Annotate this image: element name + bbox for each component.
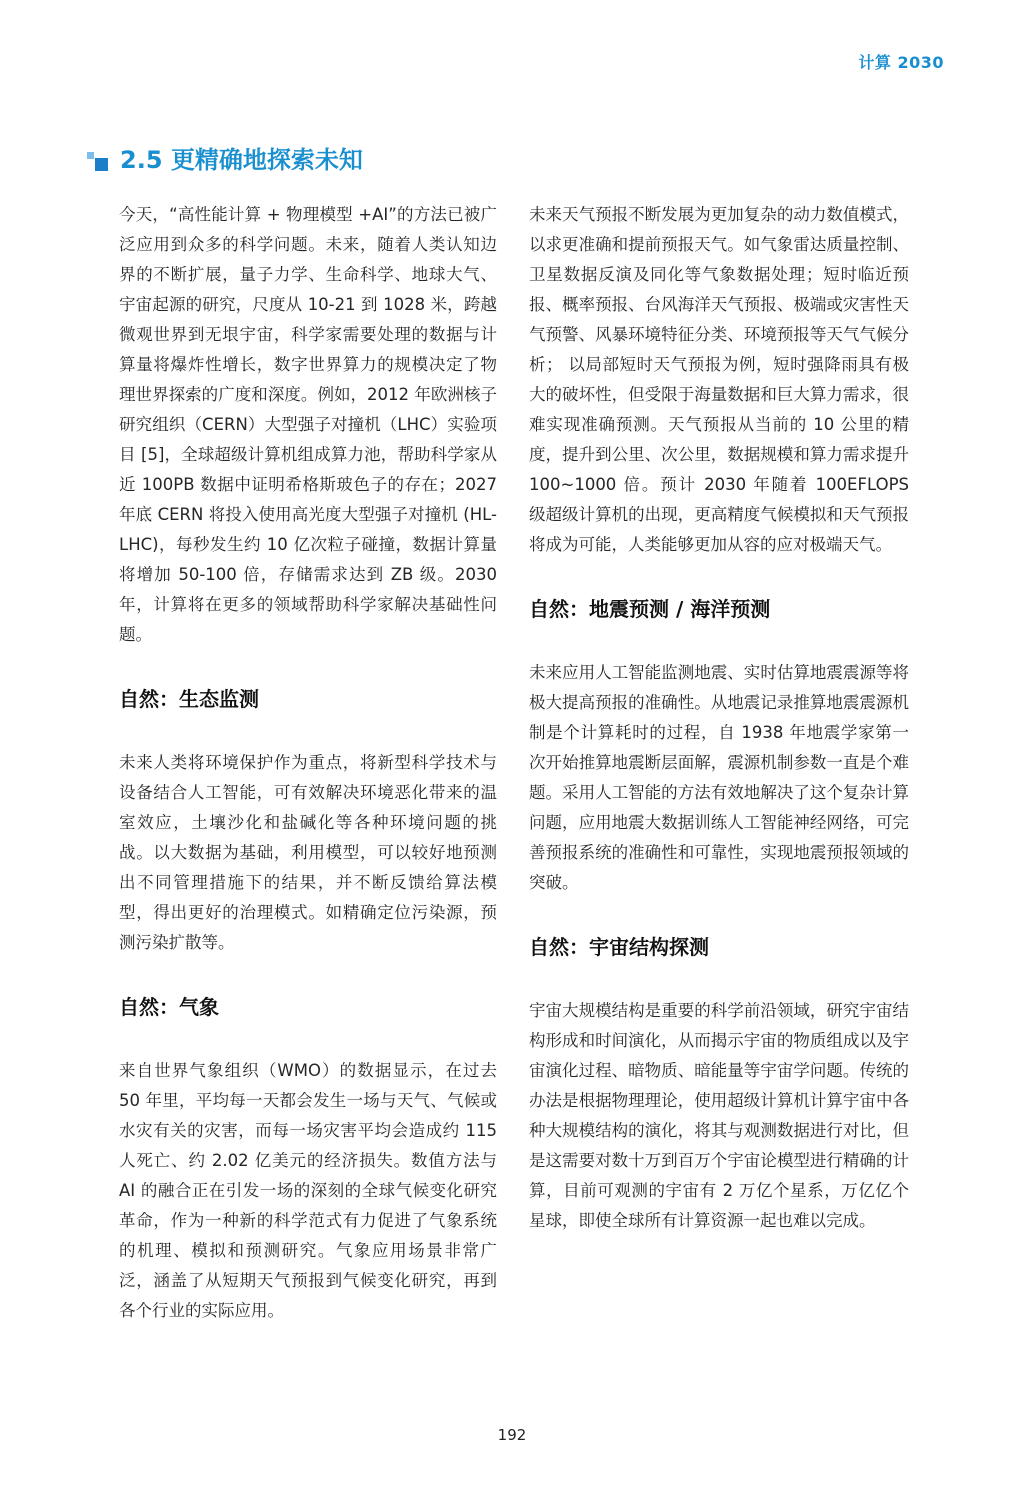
left-column	[119, 200, 497, 1326]
weather-paragraph: 来自世界气象组织（WMO）的数据显示，在过去 50 年里，平均每一天都会发生一场与天气、气候或水灾有关的灾害，而每一场灾害平均会造成约 115 人死亡、约 2.02 亿美元的经济损失。数值方法与 AI 的融合正在引发一场的深刻的全球气候变化研究革命，作为一种新的科学范式有力促进了气象系统的机理、模拟和预测研究。气象应用场景非常广泛，涵盖了从短期天气预报到气候变化研究，再到各个行业的实际应用。	[119, 1061, 497, 1320]
seismic-heading: 自然：地震预测 / 海洋预测	[529, 597, 771, 621]
intro-paragraph: 今天，“高性能计算 + 物理模型 +AI”的方法已被广泛应用到众多的科学问题。未来，随着人类认知边界的不断扩展，量子力学、生命科学、地球大气、宇宙起源的研究，尺度从 10-21 到 1028 米，跨越微观世界到无垠宇宙，科学家需要处理的数据与计算量将爆炸性增长，数字世界算力的规模决定了物理世界探索的广度和深度。例如，2012 年欧洲核子研究组织（CERN）大型强子对撞机（LHC）实验项目 [5]，全球超级计算机组成算力池，帮助科学家从近 100PB 数据中证明希格斯玻色子的存在；2027 年底 CERN 将投入使用高光度大型强子对撞机 (HL-LHC)，每秒发生约 10 亿次粒子碰撞，数据计算量将增加 50-100 倍，存储需求达到 ZB 级。2030 年，计算将在更多的领域帮助科学家解决基础性问题。	[119, 205, 497, 644]
right-column	[529, 200, 909, 1236]
weather-heading: 自然：气象	[119, 995, 219, 1019]
weather-continued-paragraph: 未来天气预报不断发展为更加复杂的动力数值模式，以求更准确和提前预报天气。如气象雷达质量控制、卫星数据反演及同化等气象数据处理；短时临近预报、概率预报、台风海洋天气预报、极端或灾害性天气预警、风暴环境特征分类、环境预报等天气气候分析； 以局部短时天气预报为例，短时强降雨具有极大的破坏性，但受限于海量数据和巨大算力需求，很难实现准确预测。天气预报从当前的 10 公里的精度，提升到公里、次公里，数据规模和算力需求提升 100~1000 倍。预计 2030 年随着 100EFLOPS 级超级计算机的出现，更高精度气候模拟和天气预报将成为可能，人类能够更加从容的应对极端天气。	[529, 205, 909, 554]
page-number: 192	[497, 1426, 527, 1444]
section-heading	[86, 144, 363, 176]
running-header: 计算 2030	[858, 53, 944, 72]
section-square-icon	[86, 149, 108, 171]
section-title: 2.5 更精确地探索未知	[120, 146, 363, 174]
ecology-paragraph: 未来人类将环境保护作为重点，将新型科学技术与设备结合人工智能，可有效解决环境恶化带来的温室效应，土壤沙化和盐碱化等各种环境问题的挑战。以大数据为基础，利用模型，可以较好地预测出不同管理措施下的结果，并不断反馈给算法模型，得出更好的治理模式。如精确定位污染源，预测污染扩散等。	[119, 753, 497, 952]
seismic-paragraph: 未来应用人工智能监测地震、实时估算地震震源等将极大提高预报的准确性。从地震记录推算地震震源机制是个计算耗时的过程，自 1938 年地震学家第一次开始推算地震断层面解，震源机制参数一直是个难题。采用人工智能的方法有效地解决了这个复杂计算问题，应用地震大数据训练人工智能神经网络，可完善预报系统的准确性和可靠性，实现地震预报领域的突破。	[529, 663, 909, 892]
cosmos-heading: 自然：宇宙结构探测	[529, 935, 709, 959]
cosmos-paragraph: 宇宙大规模结构是重要的科学前沿领域，研究宇宙结构形成和时间演化，从而揭示宇宙的物质组成以及宇宙演化过程、暗物质、暗能量等宇宙学问题。传统的办法是根据物理理论，使用超级计算机计算宇宙中各种大规模结构的演化，将其与观测数据进行对比，但是这需要对数十万到百万个宇宙论模型进行精确的计算，目前可观测的宇宙有 2 万亿个星系，万亿亿个星球，即使全球所有计算资源一起也难以完成。	[529, 1001, 909, 1230]
ecology-heading: 自然：生态监测	[119, 687, 259, 711]
